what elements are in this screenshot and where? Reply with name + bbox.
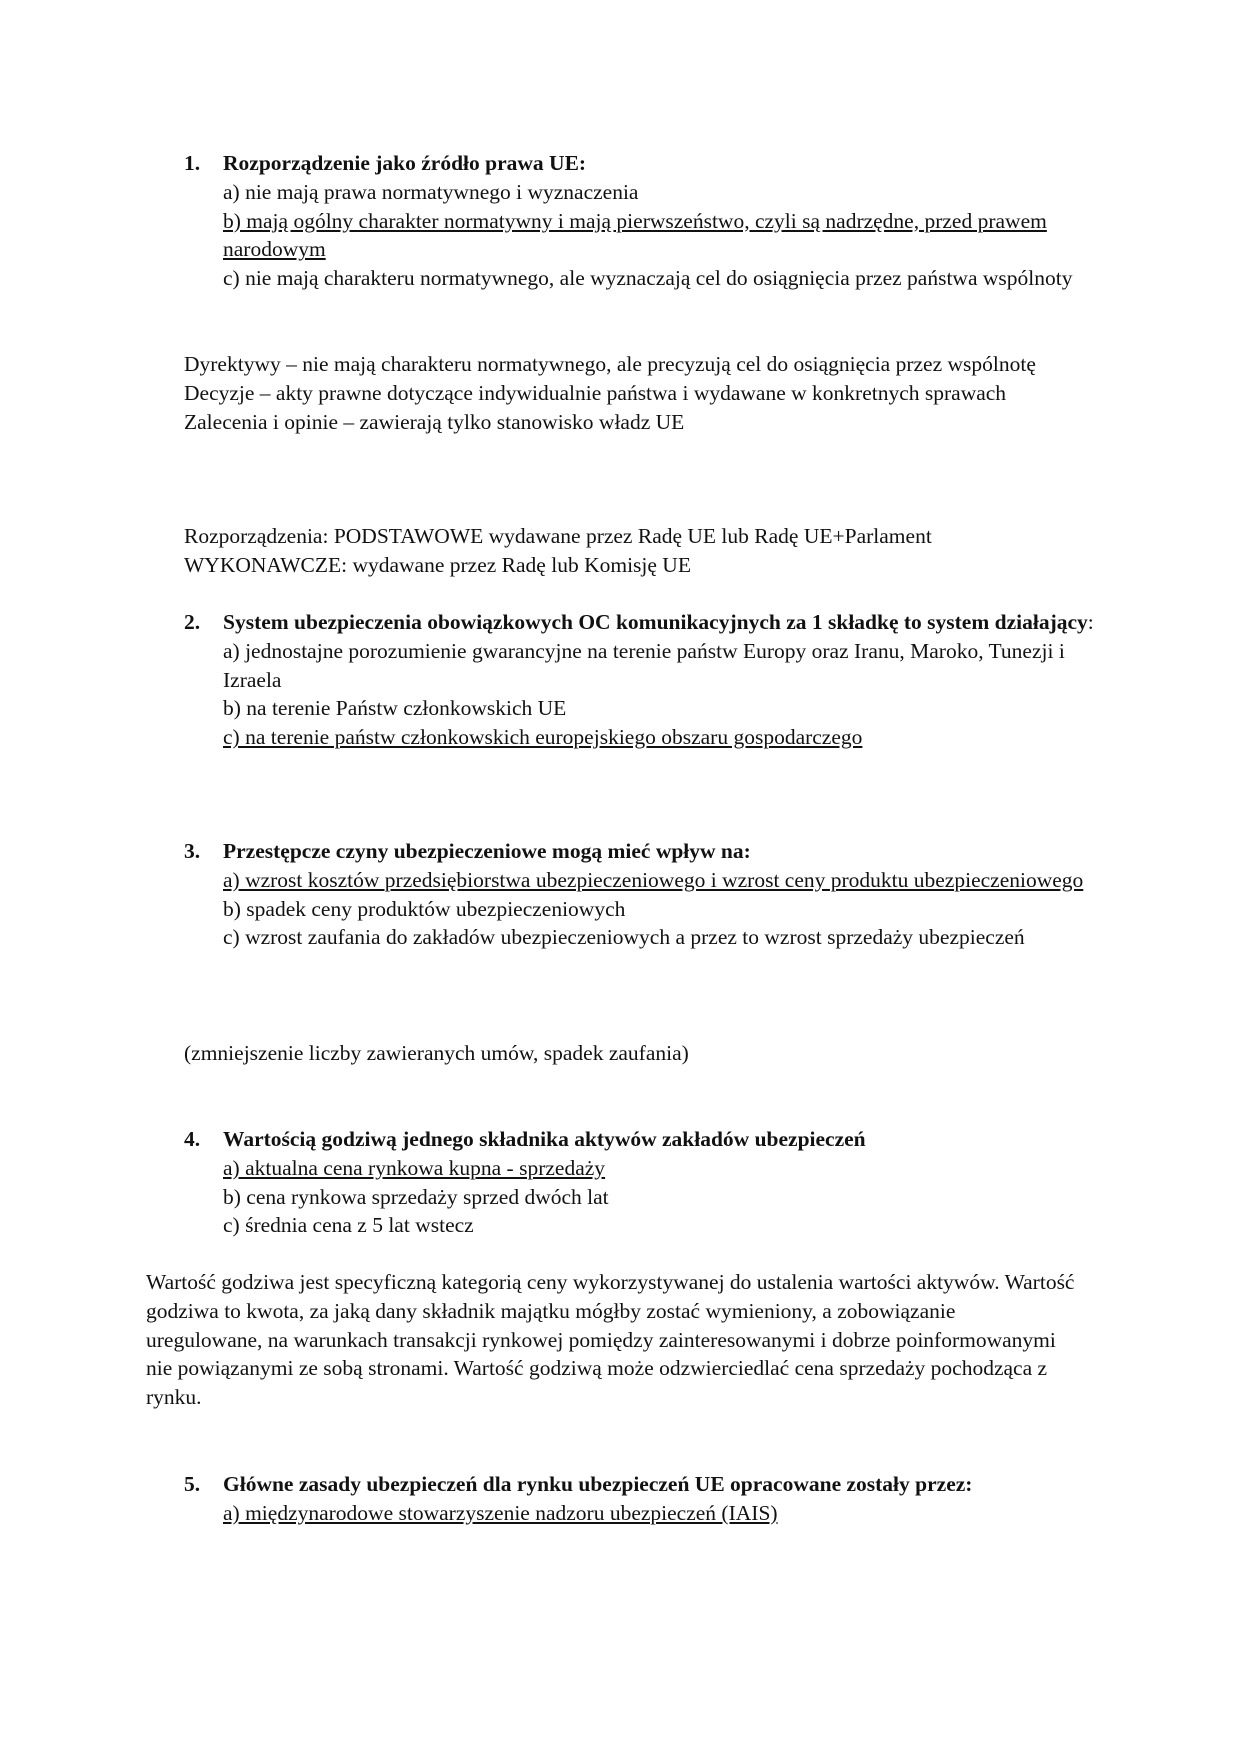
question-number: 5. <box>184 1472 201 1496</box>
question-number: 2. <box>184 610 201 634</box>
answer-a: a) jednostajne porozumienie gwarancyjne na terenie państw Europy oraz Iranu, Maroko, Tunezji i Izraela <box>223 638 1065 692</box>
question-title: Rozporządzenie jako źródło prawa UE: <box>223 151 587 175</box>
question-3 <box>0 837 1103 952</box>
question-4 <box>0 1125 1103 1240</box>
answer-b: b) na terenie Państw członkowskich UE <box>223 696 567 721</box>
answer-a-correct: a) aktualna cena rynkowa kupna - sprzedaży <box>223 1155 606 1180</box>
explanation-paragraph: Wartość godziwa jest specyficzną kategorią ceny wykorzystywanej do ustalenia wartości aktywów. Wartość godziwa to kwota, za jaką dany składnik majątku mógłby zostać wymieniony, a zobowiązanie uregulowane, na warunkach transakcji rynkowej pomiędzy zainteresowanymi i dobrze poinformowanymi nie powiązanymi ze sobą stronami. Wartość godziwą może odzwierciedlać cena sprzedaży pochodząca z rynku. <box>146 1270 1075 1410</box>
q3-note <box>0 1039 1084 1068</box>
question-title: Przestępcze czyny ubezpieczeniowe mogą mieć wpływ na: <box>223 839 751 863</box>
answer-c: c) wzrost zaufania do zakładów ubezpieczeniowych a przez to wzrost sprzedaży ubezpieczeń <box>223 925 1025 950</box>
answer-c: c) nie mają charakteru normatywnego, ale wyznaczają cel do osiągnięcia przez państwa wspólnoty <box>223 266 1073 291</box>
question-5 <box>0 1470 1103 1528</box>
question-number: 1. <box>184 151 201 175</box>
answer-b-correct: b) mają ogólny charakter normatywny i mają pierwszeństwo, czyli są nadrzędne, przed prawem narodowym <box>223 208 1047 262</box>
question-number: 4. <box>184 1127 201 1151</box>
question-title: System ubezpieczenia obowiązkowych OC komunikacyjnych za 1 składkę to system działający: <box>223 610 1094 634</box>
answer-b: b) cena rynkowa sprzedaży sprzed dwóch lat <box>223 1184 609 1209</box>
question-2 <box>0 608 1103 752</box>
q1-notes-2 <box>0 522 1084 580</box>
answer-c-correct: c) na terenie państw członkowskich europejskiego obszaru gospodarczego <box>223 725 863 750</box>
q4-paragraph <box>0 1268 1076 1412</box>
note-zalecenia: Zalecenia i opinie – zawierają tylko stanowisko władz UE <box>184 409 685 434</box>
note-dyrektywy: Dyrektywy – nie mają charakteru normatywnego, ale precyzują cel do osiągnięcia przez wspólnotę <box>184 352 1036 376</box>
question-number: 3. <box>184 839 201 863</box>
q1-notes <box>0 350 1084 436</box>
note-wykonawcze: WYKONAWCZE: wydawane przez Radę lub Komisję UE <box>184 552 691 577</box>
answer-a-correct: a) międzynarodowe stowarzyszenie nadzoru ubezpieczeń (IAIS) <box>223 1500 778 1525</box>
question-title: Główne zasady ubezpieczeń dla rynku ubezpieczeń UE opracowane zostały przez: <box>223 1472 973 1496</box>
question-title: Wartością godziwą jednego składnika aktywów zakładów ubezpieczeń <box>223 1127 866 1151</box>
answer-a: a) nie mają prawa normatywnego i wyznaczenia <box>223 179 639 204</box>
answer-c: c) średnia cena z 5 lat wstecz <box>223 1213 474 1238</box>
answer-b: b) spadek ceny produktów ubezpieczeniowych <box>223 896 626 921</box>
note-text: (zmniejszenie liczby zawieranych umów, spadek zaufania) <box>184 1041 689 1065</box>
question-1 <box>0 149 1103 293</box>
answer-a-correct: a) wzrost kosztów przedsiębiorstwa ubezpieczeniowego i wzrost ceny produktu ubezpieczeniowego <box>223 867 1084 892</box>
note-rozporzadzenia: Rozporządzenia: PODSTAWOWE wydawane przez Radę UE lub Radę UE+Parlament <box>184 524 932 548</box>
note-decyzje: Decyzje – akty prawne dotyczące indywidualnie państwa i wydawane w konkretnych sprawach <box>184 380 1007 405</box>
